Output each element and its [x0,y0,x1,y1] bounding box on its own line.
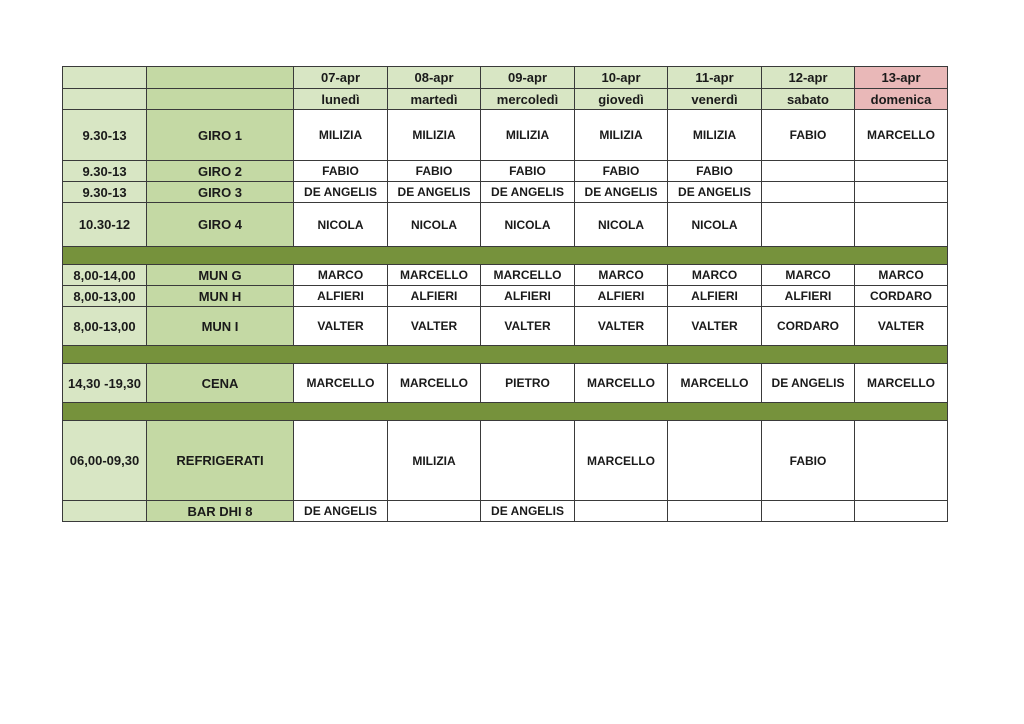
assignment-cell: MILIZIA [294,110,388,161]
shift-label: GIRO 3 [147,182,294,203]
time-cell [63,501,147,522]
assignment-cell: FABIO [575,161,668,182]
assignment-cell: MARCELLO [575,421,668,501]
assignment-cell [481,421,575,501]
assignment-cell: MARCO [294,265,388,286]
shift-label: GIRO 1 [147,110,294,161]
assignment-cell [388,501,481,522]
assignment-cell [668,421,762,501]
assignment-cell: VALTER [668,307,762,346]
assignment-cell [855,161,948,182]
day-header-row [63,89,948,110]
time-cell: 10.30-12 [63,203,147,247]
assignment-cell: MARCELLO [668,364,762,403]
section-separator [63,403,948,421]
date-header: 09-apr [481,67,575,89]
assignment-cell: MARCELLO [294,364,388,403]
schedule-row [63,203,948,247]
assignment-cell: DE ANGELIS [575,182,668,203]
assignment-cell: MILIZIA [575,110,668,161]
assignment-cell: MILIZIA [481,110,575,161]
day-header: lunedì [294,89,388,110]
schedule-row [63,501,948,522]
assignment-cell: DE ANGELIS [668,182,762,203]
assignment-cell: DE ANGELIS [481,182,575,203]
assignment-cell: MARCELLO [388,364,481,403]
assignment-cell: MARCO [762,265,855,286]
corner-cell [147,89,294,110]
date-header: 11-apr [668,67,762,89]
section-separator [63,247,948,265]
assignment-cell: ALFIERI [388,286,481,307]
assignment-cell: FABIO [762,110,855,161]
time-cell: 8,00-13,00 [63,286,147,307]
assignment-cell: MARCELLO [855,364,948,403]
assignment-cell: ALFIERI [575,286,668,307]
corner-cell [63,89,147,110]
time-cell: 14,30 -19,30 [63,364,147,403]
assignment-cell [668,501,762,522]
day-header: mercoledì [481,89,575,110]
assignment-cell: ALFIERI [481,286,575,307]
assignment-cell: NICOLA [388,203,481,247]
assignment-cell: MILIZIA [668,110,762,161]
assignment-cell: MARCELLO [481,265,575,286]
assignment-cell: DE ANGELIS [481,501,575,522]
time-cell: 9.30-13 [63,161,147,182]
assignment-cell [855,182,948,203]
assignment-cell: CORDARO [855,286,948,307]
separator-bar [63,403,948,421]
schedule-row [63,161,948,182]
assignment-cell: MARCO [575,265,668,286]
assignment-cell: MARCELLO [388,265,481,286]
shift-label: REFRIGERATI [147,421,294,501]
assignment-cell: VALTER [855,307,948,346]
shift-label: MUN I [147,307,294,346]
schedule-row [63,110,948,161]
date-header: 07-apr [294,67,388,89]
assignment-cell: VALTER [481,307,575,346]
time-cell: 8,00-13,00 [63,307,147,346]
date-header: 12-apr [762,67,855,89]
assignment-cell: VALTER [575,307,668,346]
assignment-cell: MARCELLO [575,364,668,403]
corner-cell [147,67,294,89]
assignment-cell: ALFIERI [762,286,855,307]
assignment-cell [855,203,948,247]
shift-label: CENA [147,364,294,403]
shift-label: GIRO 2 [147,161,294,182]
schedule-row [63,265,948,286]
schedule-row [63,182,948,203]
time-cell: 9.30-13 [63,182,147,203]
schedule-row [63,307,948,346]
assignment-cell: MARCO [668,265,762,286]
assignment-cell: DE ANGELIS [388,182,481,203]
assignment-cell: PIETRO [481,364,575,403]
assignment-cell: FABIO [668,161,762,182]
schedule-table [62,66,948,522]
assignment-cell: CORDARO [762,307,855,346]
day-header: domenica [855,89,948,110]
assignment-cell: DE ANGELIS [294,182,388,203]
assignment-cell: MARCELLO [855,110,948,161]
assignment-cell: MILIZIA [388,421,481,501]
date-header: 10-apr [575,67,668,89]
shift-label: MUN H [147,286,294,307]
date-header-row [63,67,948,89]
assignment-cell: NICOLA [575,203,668,247]
assignment-cell: VALTER [388,307,481,346]
assignment-cell: MILIZIA [388,110,481,161]
assignment-cell [294,421,388,501]
assignment-cell: DE ANGELIS [294,501,388,522]
assignment-cell: FABIO [294,161,388,182]
shift-label: MUN G [147,265,294,286]
corner-cell [63,67,147,89]
date-header: 08-apr [388,67,481,89]
day-header: venerdì [668,89,762,110]
day-header: giovedì [575,89,668,110]
assignment-cell: NICOLA [481,203,575,247]
assignment-cell [855,501,948,522]
assignment-cell [762,161,855,182]
schedule-row [63,286,948,307]
assignment-cell: FABIO [762,421,855,501]
assignment-cell [855,421,948,501]
time-cell: 06,00-09,30 [63,421,147,501]
schedule-row [63,421,948,501]
section-separator [63,346,948,364]
assignment-cell [762,182,855,203]
day-header: sabato [762,89,855,110]
separator-bar [63,346,948,364]
assignment-cell: ALFIERI [668,286,762,307]
time-cell: 8,00-14,00 [63,265,147,286]
schedule-body [63,67,948,522]
assignment-cell: DE ANGELIS [762,364,855,403]
assignment-cell: NICOLA [294,203,388,247]
date-header: 13-apr [855,67,948,89]
assignment-cell [762,203,855,247]
assignment-cell: FABIO [388,161,481,182]
time-cell: 9.30-13 [63,110,147,161]
assignment-cell [575,501,668,522]
assignment-cell: ALFIERI [294,286,388,307]
day-header: martedì [388,89,481,110]
assignment-cell [762,501,855,522]
assignment-cell: FABIO [481,161,575,182]
shift-label: GIRO 4 [147,203,294,247]
separator-bar [63,247,948,265]
assignment-cell: NICOLA [668,203,762,247]
assignment-cell: VALTER [294,307,388,346]
assignment-cell: MARCO [855,265,948,286]
shift-label: BAR DHI 8 [147,501,294,522]
schedule-row [63,364,948,403]
